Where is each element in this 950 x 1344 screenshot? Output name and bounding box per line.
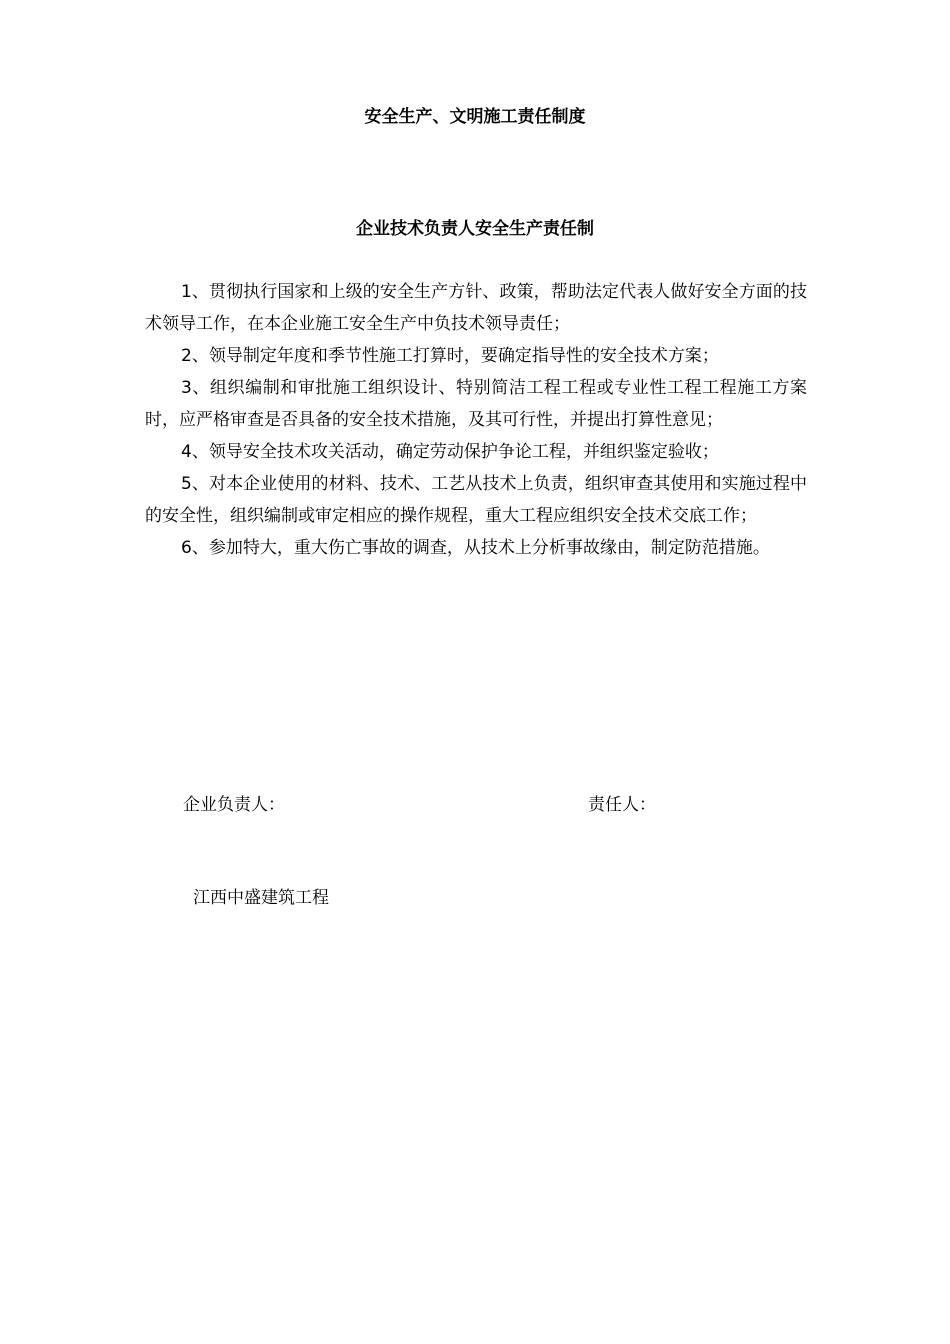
clause-1: 1、贯彻执行国家和上级的安全生产方针、政策，帮助法定代表人做好安全方面的技术领导工作，在本企业施工安全生产中负技术领导责任； — [145, 282, 807, 334]
document-title: 安全生产、文明施工责任制度 — [364, 107, 586, 127]
clause-list — [145, 276, 807, 564]
responsible-person-label: 责任人： — [588, 795, 656, 815]
clause-4: 4、领导安全技术攻关活动，确定劳动保护争论工程，并组织鉴定验收； — [181, 442, 719, 462]
company-name: 江西中盛建筑工程 — [193, 888, 329, 908]
clause-6: 6、参加特大，重大伤亡事故的调查，从技术上分析事故缘由，制定防范措施。 — [181, 538, 770, 558]
signature-row — [0, 790, 950, 820]
clause-5: 5、对本企业使用的材料、技术、工艺从技术上负责，组织审查其使用和实施过程中的安全性，组织编制或审定相应的操作规程，重大工程应组织安全技术交底工作； — [145, 474, 807, 526]
clause-2: 2、领导制定年度和季节性施工打算时，要确定指导性的安全技术方案； — [181, 346, 719, 366]
clause-3: 3、组织编制和审批施工组织设计、特别简洁工程工程或专业性工程工程施工方案时，应严格审查是否具备的安全技术措施，及其可行性，并提出打算性意见； — [145, 378, 807, 430]
section-title: 企业技术负责人安全生产责任制 — [356, 219, 594, 239]
company-head-label: 企业负责人： — [183, 795, 285, 815]
